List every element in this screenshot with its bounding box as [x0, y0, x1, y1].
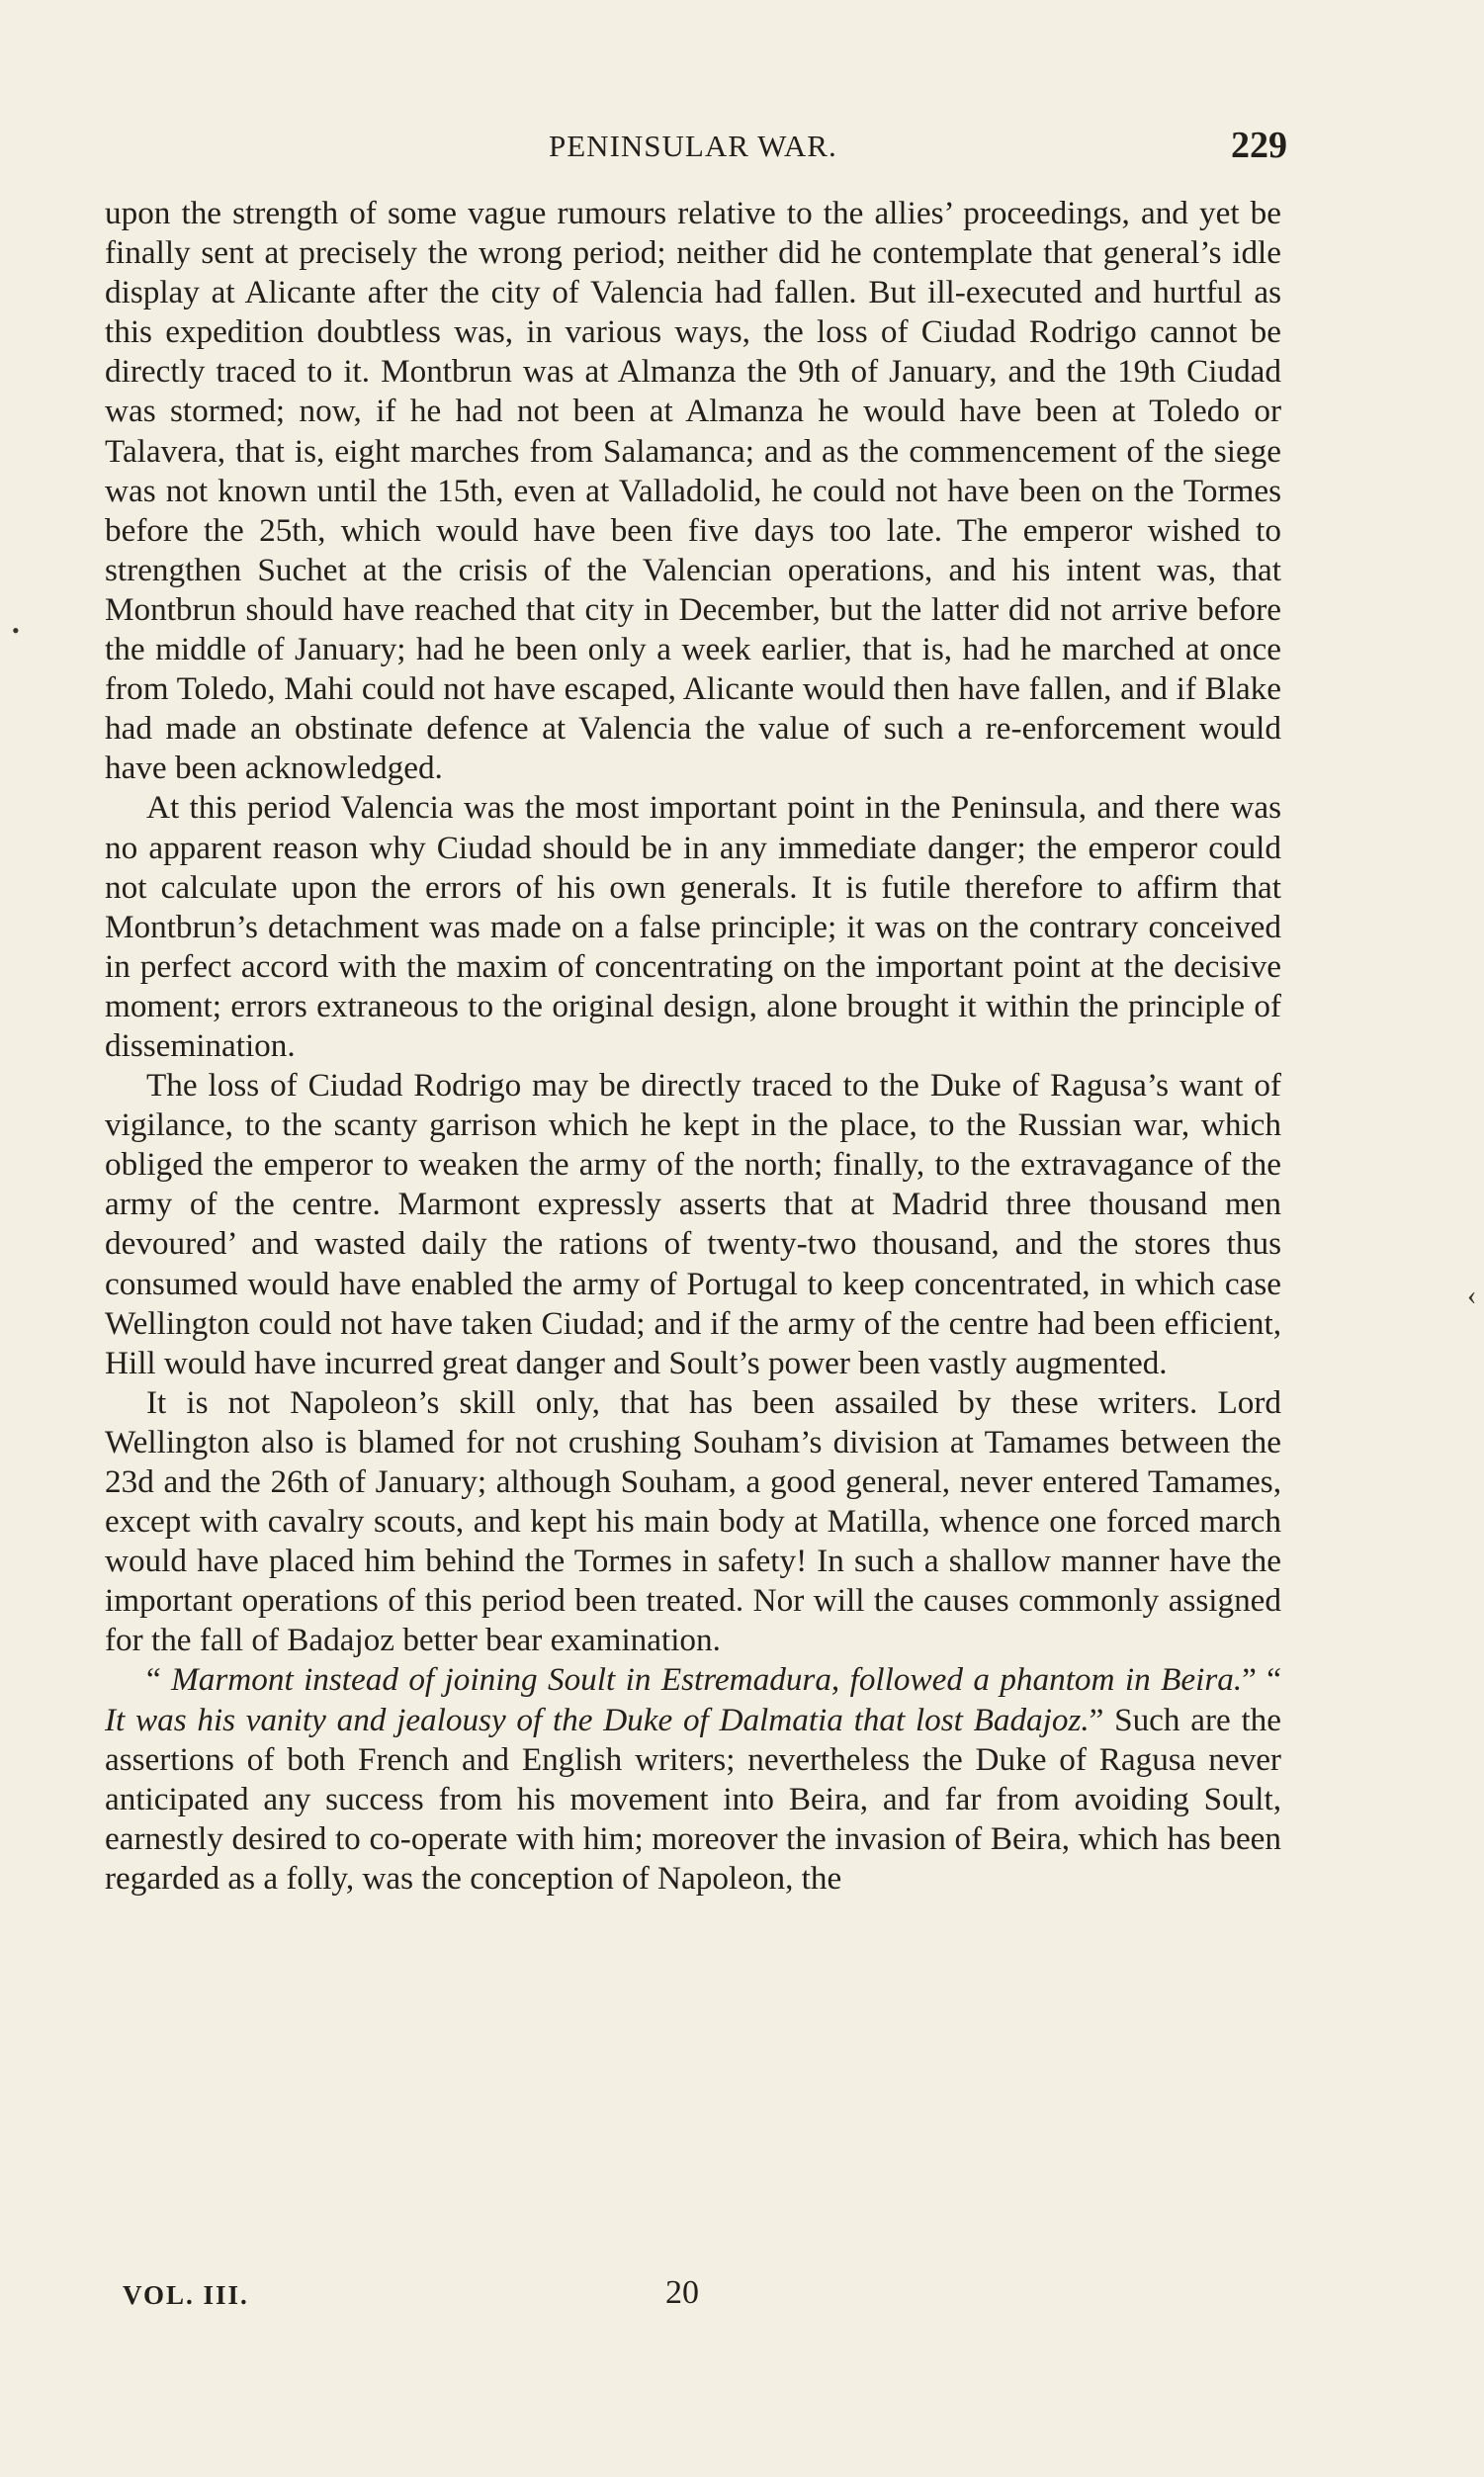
paragraph: [105, 194, 1281, 788]
paragraph: [105, 788, 1281, 1066]
running-head: [0, 119, 1484, 178]
paragraph: [105, 1660, 1281, 1899]
paragraph: [105, 1383, 1281, 1661]
quote-open: “: [146, 1661, 172, 1699]
quotation-italic: It was his vanity and jealousy of the Duke of Dalmatia that lost Badajoz.: [105, 1701, 1090, 1738]
page-number: 229: [1231, 125, 1287, 166]
paragraph-text: upon the strength of some vague rumours relative to the allies’ proceedings, and yet be finally sent at precisely the wrong period; neither did he contemplate that general’s idle display at Alicante after the city of Valencia had fallen. But ill-executed and hurtful as this expedition doubtless was, in various ways, the loss of Ciudad Rodrigo cannot be directly traced to it. Montbrun was at Almanza the 9th of January, and the 19th Ciudad was stormed; now, if he had not been at Almanza he would have been at Toledo or Talavera, that is, eight marches from Salamanca; and as the commencement of the siege was not known until the 15th, even at Valladolid, he could not have been on the Tormes before the 25th, which would have been five days too late. The emperor wished to strengthen Suchet at the crisis of the Valencian operations, and his intent was, that Montbrun should have reached that city in December, but the latter did not arrive before the middle of January; had he been only a week earlier, that is, had he marched at once from Toledo, Mahi could not have escaped, Alicante would then have fallen, and if Blake had made an obstinate defence at Valencia the value of such a re-enforcement would have been acknowledged.: [105, 195, 1281, 787]
quote-separator: ” “: [1242, 1661, 1282, 1699]
running-title: PENINSULAR WAR.: [549, 129, 837, 163]
paragraph-text: At this period Valencia was the most important point in the Peninsula, and there was no apparent reason why Ciudad should be in any immediate danger; the emperor could not calculate upon the errors of his own generals. It is futile therefore to affirm that Montbrun’s detachment was made on a false principle; it was on the contrary conceived in perfect accord with the maxim of concentrating on the important point at the decisive moment; errors extraneous to the original design, alone brought it within the principle of dissemination.: [105, 789, 1281, 1064]
paragraph-text: It is not Napoleon’s skill only, that has been assailed by these writers. Lord Wellington also is blamed for not crushing Souham’s division at Tamames between the 23d and the 26th of January; although Souham, a good general, never entered Tamames, except with cavalry scouts, and kept his main body at Matilla, whence one forced march would have placed him behind the Tormes in safety! In such a shallow manner have the important operations of this period been treated. Nor will the causes commonly assigned for the fall of Badajoz better bear examination.: [105, 1383, 1281, 1659]
paragraph: [105, 1066, 1281, 1383]
margin-mark-right: ‹: [1467, 1281, 1477, 1311]
body-text: [105, 194, 1281, 1899]
volume-label: VOL. III.: [123, 2280, 249, 2310]
paragraph-text: The loss of Ciudad Rodrigo may be directly traced to the Duke of Ragusa’s want of vigilance, to the scanty garrison which he kept in the place, to the Russian war, which obliged the emperor to weaken the army of the north; finally, to the extravagance of the army of the centre. Marmont expressly asserts that at Madrid three thousand men devoured’ and wasted daily the rations of twenty-two thousand, and the stores thus consumed would have enabled the army of Portugal to keep concentrated, in which case Wellington could not have taken Ciudad; and if the army of the centre had been efficient, Hill would have incurred great danger and Soult’s power been vastly augmented.: [105, 1067, 1281, 1381]
margin-mark-left: •: [12, 618, 20, 643]
paragraph-text: ” Such are the assertions of both French and English writers; nevertheless the Duke of Ragusa never anticipated any success from his movement into Beira, and far from avoiding Soult, earnestly desired to co-operate with him; moreover the invasion of Beira, which has been regarded as a folly, was the conception of Napoleon, the: [105, 1701, 1281, 1897]
page-footer: [0, 2274, 1484, 2324]
quotation-italic: Marmont instead of joining Soult in Estremadura, followed a phantom in Beira.: [171, 1661, 1243, 1699]
signature-mark: 20: [665, 2274, 699, 2311]
